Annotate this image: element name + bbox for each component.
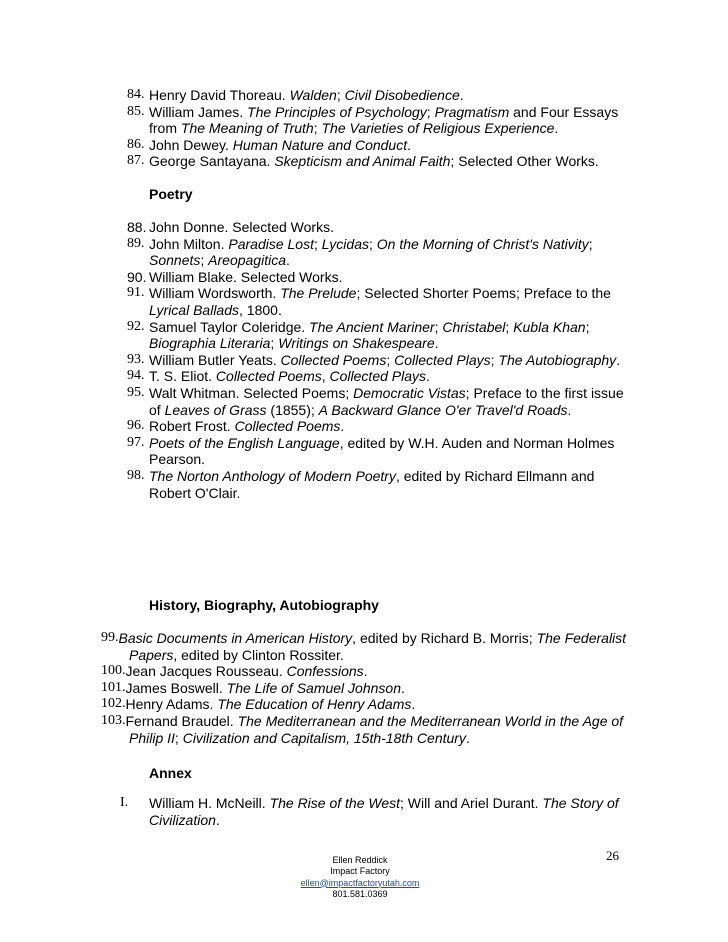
text-run: . [363, 663, 368, 680]
item-text [149, 352, 627, 369]
text-run: , edited by W.H. Auden and Norman Holmes Pearson. [149, 434, 615, 468]
list-item [127, 319, 627, 352]
title-italic: The Norton Anthology of Modern Poetry [149, 467, 396, 484]
item-number: 94. [127, 368, 145, 384]
title-italic: The Prelude [280, 285, 357, 302]
text-run: William Blake. Selected Works. [149, 268, 343, 285]
item-text [125, 696, 631, 713]
text-run: . [215, 811, 220, 828]
title-italic: A Backward Glance O'er Travel'd Roads [318, 401, 568, 418]
text-run: . [401, 679, 405, 696]
text-run: Walt Whitman. Selected Poems; [149, 384, 354, 401]
text-run: . [426, 368, 430, 385]
item-text [149, 795, 630, 828]
item-text [149, 87, 627, 104]
title-italic: Sonnets [149, 252, 201, 269]
text-run: . [411, 696, 416, 713]
item-text [125, 663, 631, 680]
list-item [127, 87, 627, 104]
title-italic: Kubla Khan [513, 318, 586, 335]
text-run: (1855); [266, 401, 319, 418]
item-number: 90. [127, 268, 147, 285]
title-italic: Areopagitica [208, 252, 286, 269]
text-run: James Boswell. [125, 679, 227, 696]
text-run: , [321, 368, 330, 385]
text-run: ; Selected Other Works. [450, 153, 599, 170]
item-text [149, 153, 627, 170]
title-italic: Pragmatism [434, 103, 510, 120]
list-item [127, 219, 627, 236]
text-run: ; [336, 87, 345, 103]
history-list [101, 630, 631, 746]
item-text [149, 236, 627, 269]
item-number: 102. [101, 696, 126, 712]
item-number: 84. [127, 87, 145, 102]
list-item [127, 418, 627, 435]
title-italic: On the Morning of Christ's Nativity [376, 235, 589, 252]
text-run: John Milton. [149, 235, 229, 252]
list-item [101, 680, 631, 697]
title-italic: Collected Poems [280, 351, 387, 368]
list-item [101, 696, 631, 713]
title-italic: The Principles of Psychology [247, 103, 427, 120]
title-italic: Writings on Shakespeare [278, 335, 435, 352]
title-italic: The Mediterranean and the Mediterranean World in the Age of Philip II [129, 712, 624, 746]
title-italic: Christabel [442, 318, 506, 335]
text-run: . [407, 136, 411, 153]
item-text [149, 468, 627, 501]
text-run: . [434, 335, 439, 352]
item-text [149, 269, 627, 286]
list-item [127, 236, 627, 269]
title-italic: Confessions [286, 663, 364, 680]
text-run: Henry Adams. [125, 696, 218, 713]
item-number: 91. [127, 285, 145, 301]
title-italic: The Meaning of Truth [180, 120, 314, 137]
item-number: 100. [101, 663, 126, 679]
title-italic: The Federalist Papers [129, 630, 627, 663]
title-italic: Civilization and Capitalism, 15th-18th Century [182, 729, 466, 746]
text-run: ; [588, 235, 593, 252]
list-item [101, 663, 631, 680]
text-run: ; Preface to the first issue of [149, 384, 624, 418]
text-run: ; [434, 318, 443, 335]
title-italic: The Life of Samuel Johnson [226, 679, 401, 696]
text-run: . [459, 87, 464, 103]
item-text [125, 712, 631, 746]
text-run: and Four Essays from [149, 103, 619, 137]
text-run: . [465, 729, 470, 746]
text-run: ; [505, 318, 514, 335]
item-text [149, 137, 627, 154]
title-italic: Leaves of Grass [164, 401, 267, 418]
list-item [127, 104, 627, 137]
title-italic: The Autobiography [498, 351, 617, 368]
text-run: Jean Jacques Rousseau. [125, 663, 287, 680]
list-item [127, 385, 627, 418]
item-number: 101. [101, 679, 126, 695]
item-text [149, 435, 627, 468]
poetry-list [127, 219, 627, 501]
item-number: 95. [127, 384, 145, 400]
list-item [127, 285, 627, 318]
list-item [127, 368, 627, 385]
annex-list [120, 795, 630, 828]
list-item [101, 630, 631, 663]
page-number: 26 [606, 848, 619, 863]
item-number: 89. [127, 235, 145, 251]
item-number: I. [120, 795, 129, 810]
text-run: , edited by Clinton Rossiter. [173, 646, 344, 663]
text-run: . [616, 351, 621, 368]
title-italic: Paradise Lost [228, 235, 314, 252]
text-run: ; [426, 103, 435, 120]
text-run: William Butler Yeats. [149, 351, 281, 368]
title-italic: Human Nature and Conduct [232, 136, 408, 153]
text-run: ; [313, 120, 322, 137]
list-item [127, 137, 627, 154]
item-number: 99. [101, 630, 119, 645]
title-italic: Skepticism and Animal Faith [274, 153, 451, 170]
item-number: 85. [127, 103, 145, 119]
title-italic: Civil Disobedience [344, 87, 460, 103]
text-run: ; [270, 335, 279, 352]
text-run: ; [313, 235, 322, 252]
text-run: ; [368, 235, 377, 252]
text-run: ; [200, 252, 209, 269]
list-item [101, 713, 631, 746]
item-number: 96. [127, 418, 145, 434]
text-run: . [340, 418, 345, 435]
footer-phone: 801.581.0369 [332, 888, 388, 899]
item-text [149, 385, 627, 418]
text-run: ; Selected Shorter Poems; Preface to the [356, 285, 611, 302]
item-text [149, 219, 627, 236]
item-number: 87. [127, 153, 145, 169]
title-italic: Biographia Literaria [149, 335, 271, 352]
list-item [127, 352, 627, 369]
text-run: Robert Frost. [149, 418, 235, 435]
footer [240, 855, 480, 900]
title-italic: Lyrical Ballads [149, 301, 240, 318]
title-italic: Collected Plays [329, 368, 427, 385]
footer-name: Ellen Reddick [332, 855, 388, 865]
text-run: . [567, 401, 572, 418]
text-run: William H. McNeill. [149, 795, 270, 811]
title-italic: Basic Documents in American History [118, 630, 353, 646]
list-item [127, 153, 627, 170]
item-text [149, 104, 627, 137]
item-text [125, 679, 631, 697]
title-italic: Walden [289, 87, 337, 103]
title-italic: The Rise of the West [269, 795, 401, 811]
poetry-heading: Poetry [149, 186, 193, 202]
title-italic: The Ancient Mariner [309, 318, 435, 335]
item-text [149, 285, 627, 318]
title-italic: Collected Poems [234, 418, 341, 435]
footer-company: Impact Factory [330, 866, 390, 877]
title-italic: Poets of the English Language [149, 434, 340, 451]
text-run: George Santayana. [149, 153, 275, 170]
title-italic: Democratic Vistas [353, 384, 466, 401]
text-run: William Wordsworth. [149, 285, 281, 302]
item-number: 88. [127, 219, 147, 235]
text-run: , edited by Richard Ellmann and Robert O'Clair. [149, 467, 595, 501]
title-italic: Collected Poems [215, 368, 322, 385]
text-run: ; [490, 351, 499, 368]
item-number: 103. [101, 712, 126, 728]
item-text [118, 630, 631, 663]
annex-heading: Annex [149, 765, 192, 781]
item-text [149, 368, 627, 385]
title-italic: Collected Plays [394, 351, 491, 368]
text-run: John Donne. Selected Works. [149, 219, 334, 235]
history-heading: History, Biography, Autobiography [149, 597, 379, 613]
item-text [149, 418, 627, 435]
title-italic: Lycidas [321, 235, 369, 252]
list-item [127, 269, 627, 286]
text-run: T. S. Eliot. [149, 368, 216, 385]
text-run: Samuel Taylor Coleridge. [149, 318, 310, 335]
title-italic: The Story of Civilization [149, 795, 619, 828]
text-run: ; [585, 318, 590, 335]
philosophy-list [127, 87, 627, 170]
list-item [120, 795, 630, 828]
text-run: ; [174, 729, 183, 746]
item-text [149, 319, 627, 352]
text-run: , edited by Richard B. Morris; [352, 630, 537, 646]
text-run: John Dewey. [149, 136, 233, 153]
item-number: 93. [127, 351, 145, 367]
item-number: 86. [127, 136, 145, 152]
title-italic: The Education of Henry Adams [217, 696, 412, 713]
text-run: William James. [149, 103, 248, 120]
text-run: Henry David Thoreau. [149, 87, 290, 103]
footer-email-link[interactable]: ellen@impactfactoryutah.com [300, 877, 420, 888]
title-italic: The Varieties of Religious Experience [321, 120, 555, 137]
item-number: 92. [127, 318, 145, 334]
list-item [127, 435, 627, 468]
item-number: 98. [127, 467, 145, 483]
list-item [127, 468, 627, 501]
item-number: 97. [127, 434, 145, 450]
text-run: . [285, 252, 290, 269]
text-run: , 1800. [239, 301, 282, 318]
text-run: Fernand Braudel. [125, 712, 238, 729]
text-run: ; Will and Ariel Durant. [400, 795, 543, 811]
text-run: ; [386, 351, 395, 368]
text-run: . [554, 120, 559, 137]
